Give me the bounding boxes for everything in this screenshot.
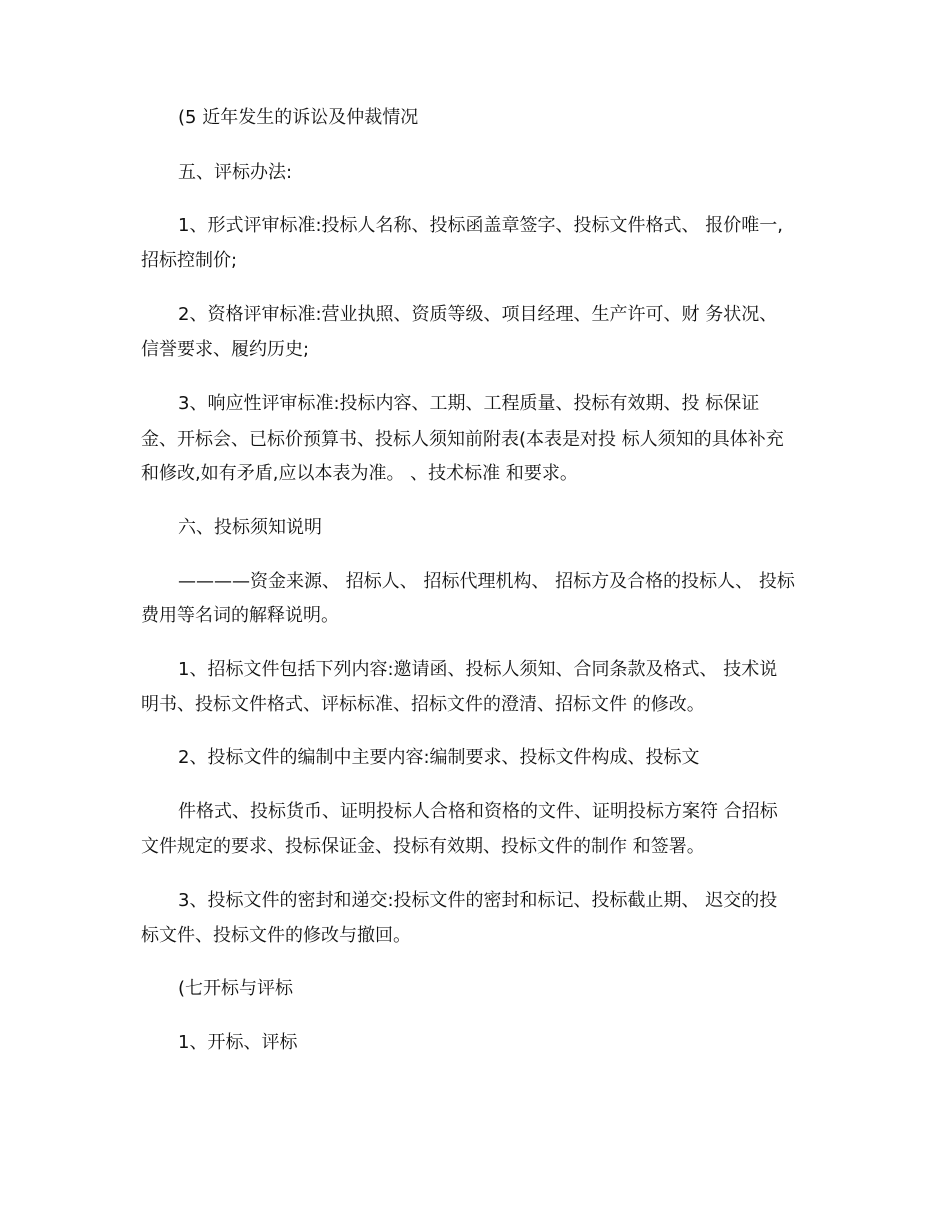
litigation-item-line: (5 近年发生的诉讼及仲裁情况	[178, 107, 419, 128]
section-five-heading: 五、评标办法:	[178, 162, 293, 183]
sealing-submission-line-1: 3、投标文件的密封和递交:投标文件的密封和标记、投标截止期、 迟交的投	[178, 890, 778, 911]
section-seven-heading: (七开标与评标	[178, 978, 294, 999]
formal-review-line-2: 招标控制价;	[141, 250, 238, 271]
qualification-review-line-1: 2、资格评审标准:营业执照、资质等级、项目经理、生产许可、财 务状况、	[178, 304, 778, 325]
qualification-review-line-2: 信誉要求、履约历史;	[141, 339, 310, 360]
section-six-heading: 六、投标须知说明	[178, 517, 322, 538]
formal-review-line-1: 1、形式评审标准:投标人名称、投标函盖章签字、投标文件格式、 报价唯一,	[178, 215, 783, 236]
opening-evaluation-line: 1、开标、评标	[178, 1032, 298, 1053]
sealing-submission-line-2: 标文件、投标文件的修改与撤回。	[141, 925, 411, 946]
responsiveness-review-line-3: 和修改,如有矛盾,应以本表为准。 、技术标准 和要求。	[141, 463, 578, 484]
bid-preparation-line-3: 文件规定的要求、投标保证金、投标有效期、投标文件的制作 和签署。	[141, 836, 705, 857]
responsiveness-review-line-2: 金、开标会、已标价预算书、投标人须知前附表(本表是对投 标人须知的具体补充	[141, 429, 784, 450]
bid-preparation-line-1: 2、投标文件的编制中主要内容:编制要求、投标文件构成、投标文	[178, 747, 700, 768]
definitions-line-1: ————资金来源、 招标人、 招标代理机构、 招标方及合格的投标人、 投标	[178, 571, 795, 592]
tender-docs-line-2: 明书、投标文件格式、评标标准、招标文件的澄清、招标文件 的修改。	[141, 694, 705, 715]
definitions-line-2: 费用等名词的解释说明。	[141, 605, 339, 626]
bid-preparation-line-2: 件格式、投标货币、证明投标人合格和资格的文件、证明投标方案符 合招标	[178, 801, 778, 822]
responsiveness-review-line-1: 3、响应性评审标准:投标内容、工期、工程质量、投标有效期、投 标保证	[178, 393, 760, 414]
tender-docs-line-1: 1、招标文件包括下列内容:邀请函、投标人须知、合同条款及格式、 技术说	[178, 659, 778, 680]
